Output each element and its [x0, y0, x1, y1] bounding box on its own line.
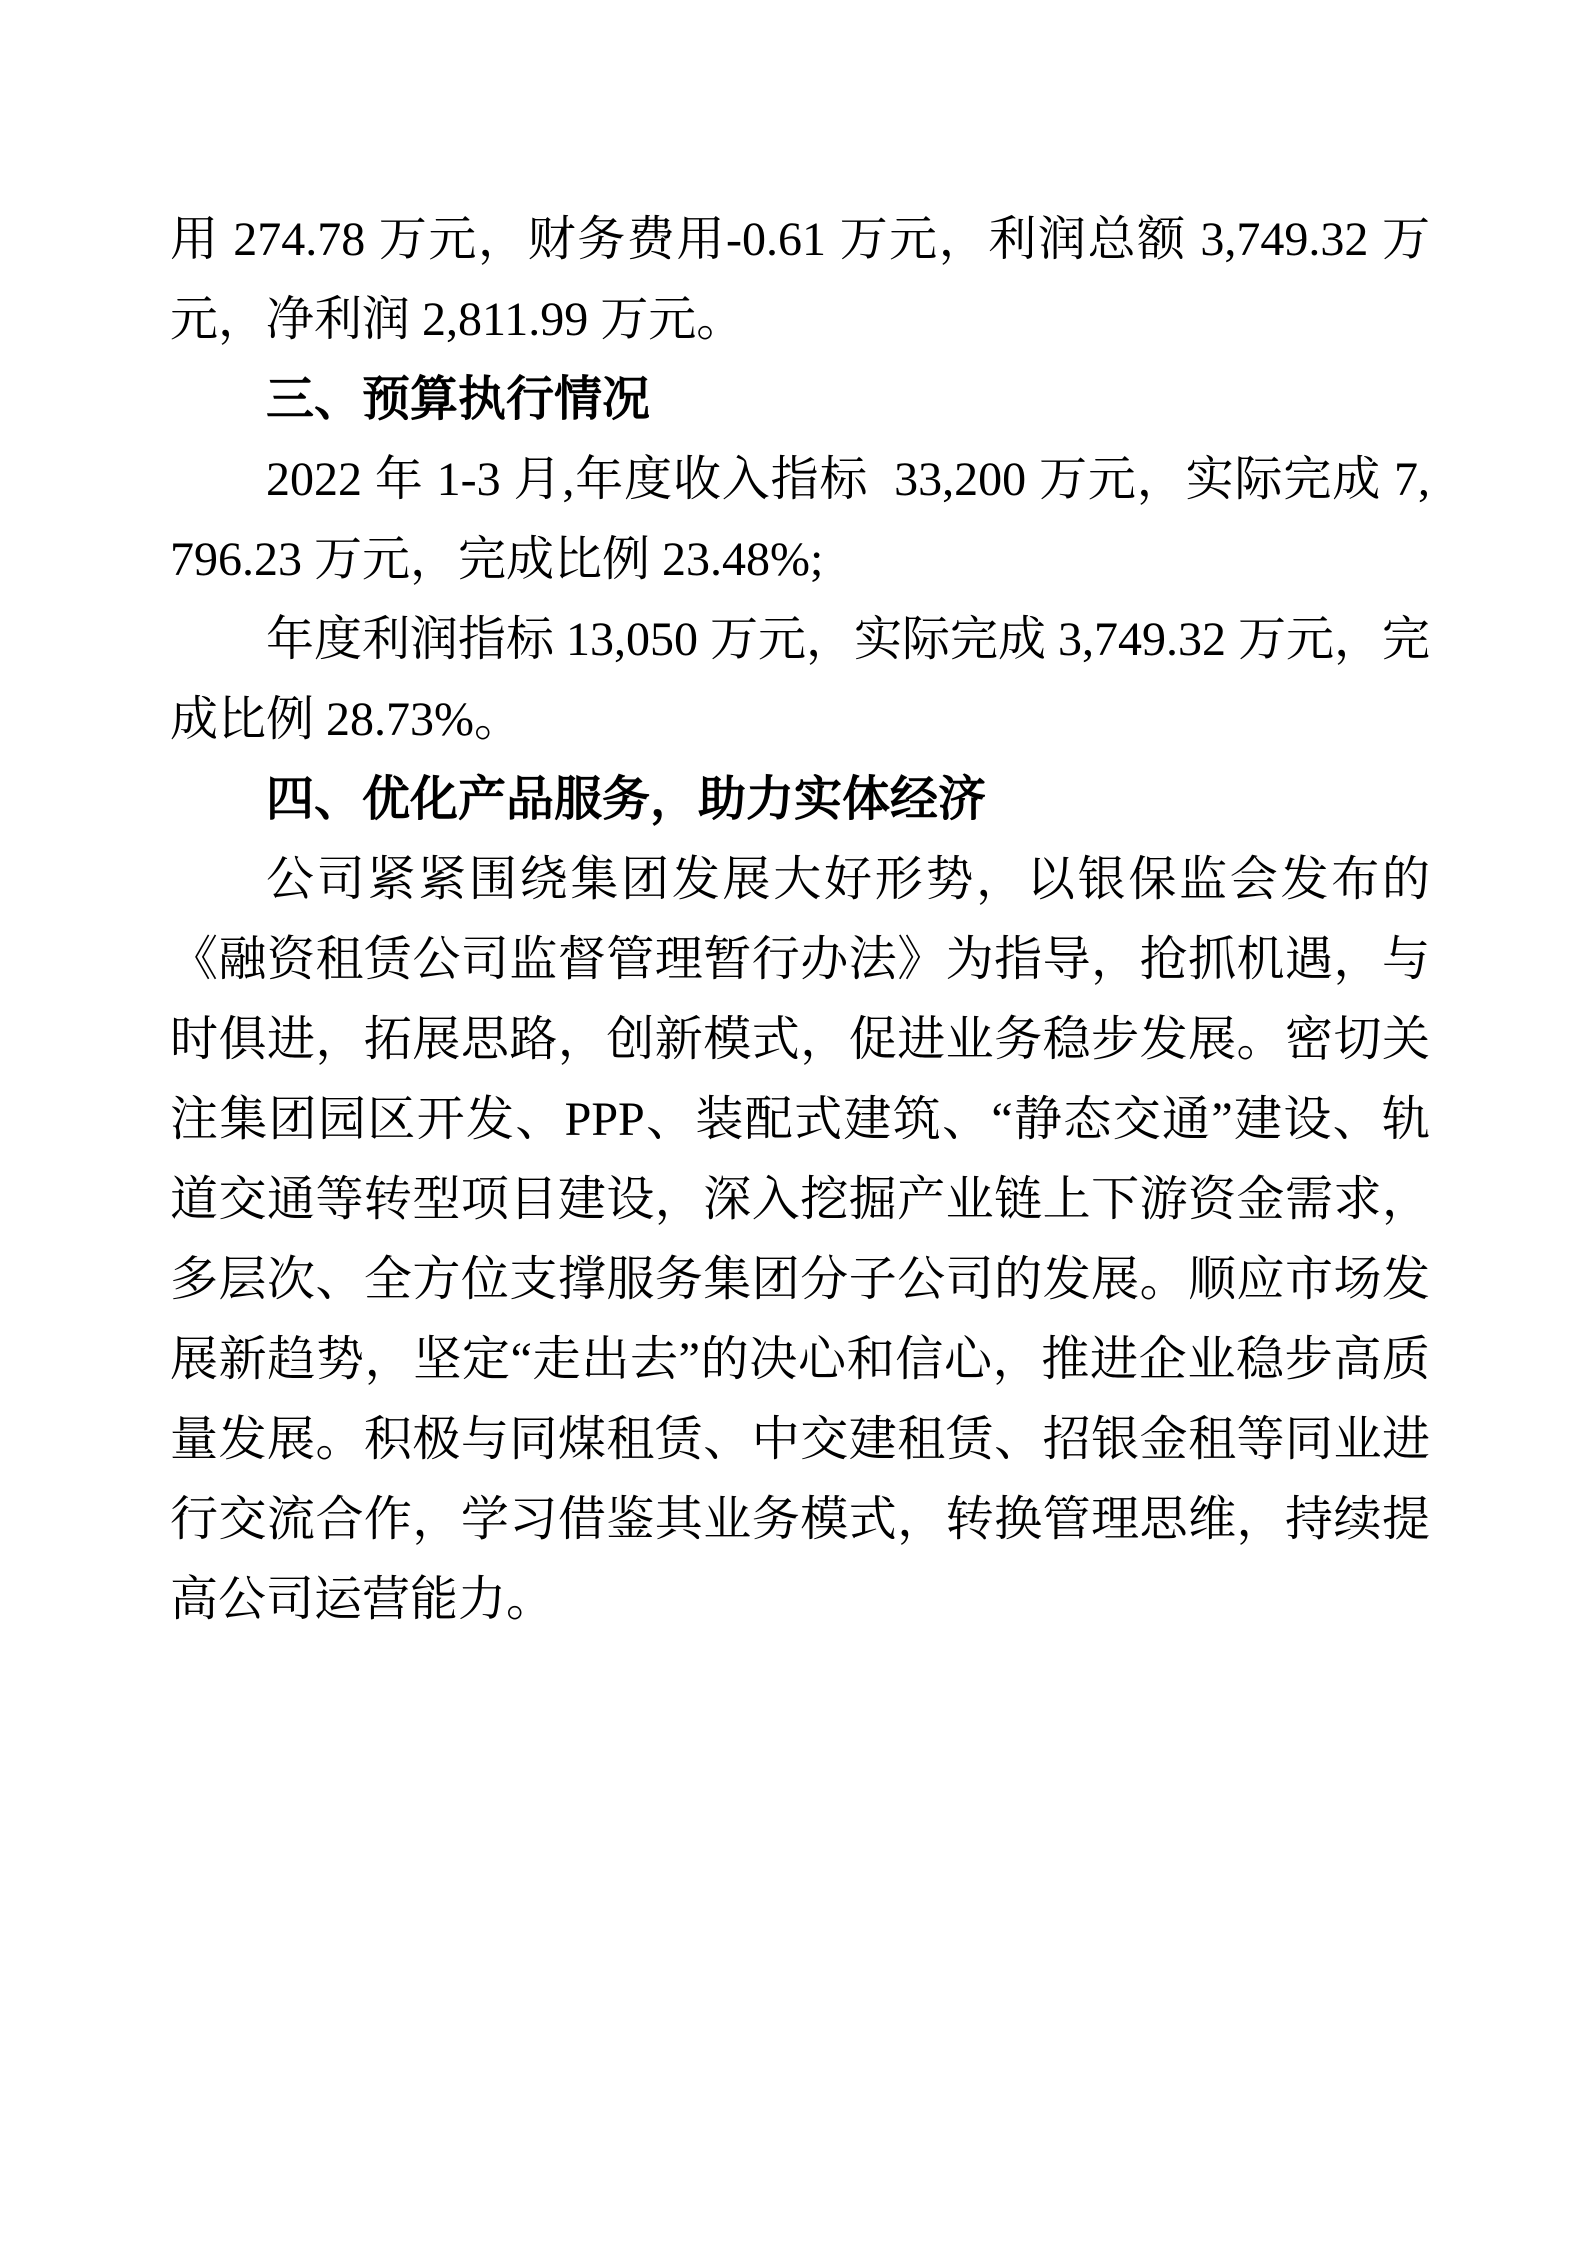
paragraph: 公司紧紧围绕集团发展大好形势，以银保监会发布的《融资租赁公司监督管理暂行办法》为指导，抢抓机遇，与时俱进，拓展思路，创新模式，促进业务稳步发展。密切关注集团园区开发、PPP、装配式建筑、“静态交通”建设、轨道交通等转型项目建设，深入挖掘产业链上下游资金需求，多层次、全方位支撑服务集团分子公司的发展。顺应市场发展新趋势，坚定“走出去”的决心和信心，推进企业稳步高质量发展。积极与同煤租赁、中交建租赁、招银金租等同业进行交流合作，学习借鉴其业务模式，转换管理思维，持续提高公司运营能力。 [170, 853, 1430, 1626]
section-heading: 三、预算执行情况 [266, 373, 651, 426]
section-heading: 四、优化产品服务，助力实体经济 [266, 773, 987, 826]
paragraph: 年度利润指标 13,050 万元，实际完成 3,749.32 万元，完成比例 28.73%。 [170, 613, 1431, 746]
document-body [170, 200, 1430, 1640]
paragraph: 用 274.78 万元，财务费用-0.61 万元，利润总额 3,749.32 万元，净利润 2,811.99 万元。 [170, 213, 1430, 346]
paragraph: 2022 年 1-3 月,年度收入指标 33,200 万元，实际完成 7,796.23 万元，完成比例 23.48%; [170, 453, 1430, 586]
